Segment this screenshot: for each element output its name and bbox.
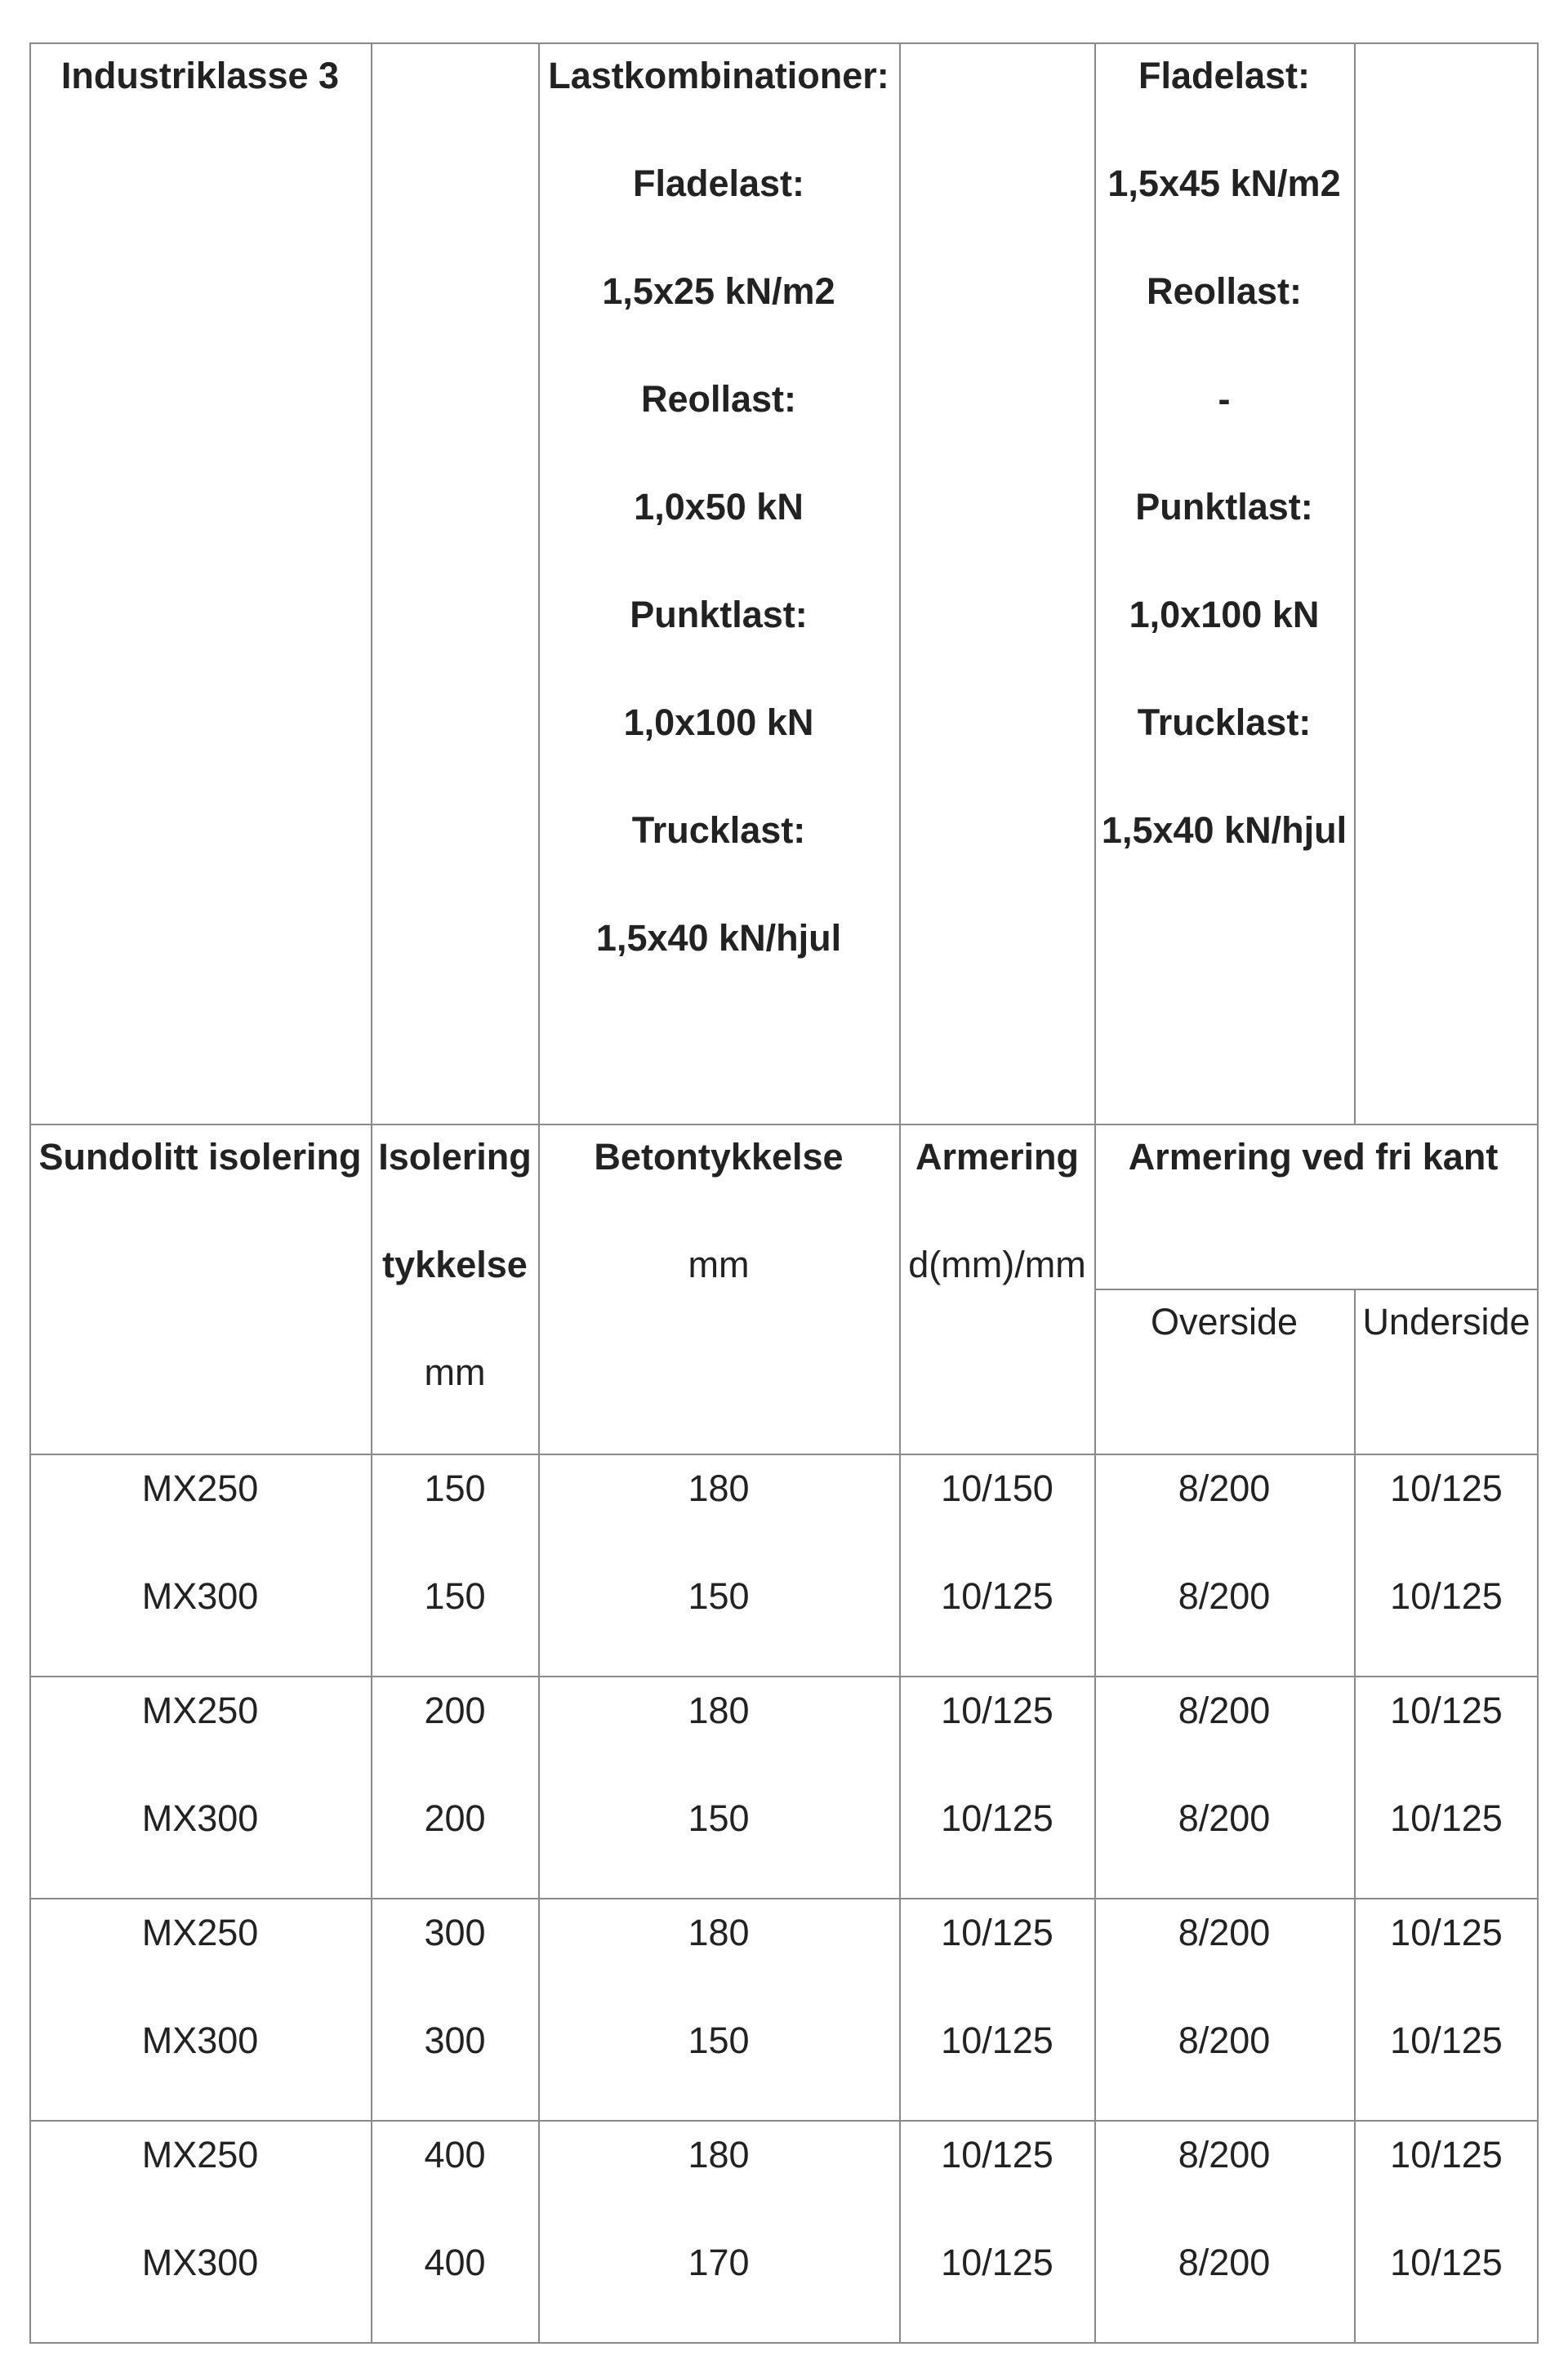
cell-product: MX300 (141, 2020, 259, 2061)
combo2-line: Fladelast: (1138, 55, 1311, 96)
combo2-line: 1,0x100 kN (1129, 594, 1320, 635)
combo2-line: 1,5x40 kN/hjul (1101, 809, 1348, 851)
cell-concrete: 180 (688, 1690, 750, 1731)
cell-concrete: 150 (688, 2020, 750, 2061)
column-header-insulation: Sundolitt isolering (38, 1136, 362, 1178)
cell-reinforcement: 10/125 (941, 2020, 1054, 2061)
cell-product: MX250 (141, 1912, 259, 1953)
column-header-thickness: tykkelse (382, 1244, 528, 1285)
cell-reinforcement: 10/150 (941, 1467, 1054, 1509)
cell-thickness: 300 (424, 2020, 486, 2061)
cell-concrete: 150 (688, 1575, 750, 1617)
combo1-line: 1,5x25 kN/m2 (602, 270, 835, 312)
cell-top: 8/200 (1178, 2242, 1271, 2283)
cell-bottom: 10/125 (1390, 2134, 1503, 2175)
cell-reinforcement: 10/125 (941, 1912, 1054, 1953)
cell-thickness: 150 (424, 1467, 486, 1509)
cell-top: 8/200 (1178, 1690, 1271, 1731)
cell-thickness: 150 (424, 1575, 486, 1617)
cell-top: 8/200 (1178, 1797, 1271, 1839)
column-header-concrete-unit: mm (688, 1244, 750, 1285)
grid-line (1354, 1289, 1356, 2344)
cell-bottom: 10/125 (1390, 1690, 1503, 1731)
grid-line (29, 1124, 1539, 1125)
cell-bottom: 10/125 (1390, 1797, 1503, 1839)
cell-reinforcement: 10/125 (941, 1690, 1054, 1731)
column-header-top-side: Overside (1150, 1301, 1298, 1343)
grid-line (1094, 42, 1096, 2344)
cell-bottom: 10/125 (1390, 1912, 1503, 1953)
column-header-edge-reinforcement: Armering ved fri kant (1128, 1136, 1499, 1178)
combo1-line: Trucklast: (631, 809, 806, 851)
combo1-line: 1,5x40 kN/hjul (595, 917, 842, 959)
cell-thickness: 400 (424, 2242, 486, 2283)
cell-thickness: 200 (424, 1797, 486, 1839)
combo2-line: - (1218, 378, 1231, 420)
combo1-line: 1,0x100 kN (623, 701, 814, 743)
combo2-line: Trucklast: (1137, 701, 1312, 743)
cell-concrete: 180 (688, 1467, 750, 1509)
cell-reinforcement: 10/125 (941, 1797, 1054, 1839)
cell-reinforcement: 10/125 (941, 2134, 1054, 2175)
cell-reinforcement: 10/125 (941, 2242, 1054, 2283)
load-combinations-title: Lastkombinationer: (548, 55, 889, 96)
column-header-thickness-unit: mm (424, 1352, 486, 1393)
cell-bottom: 10/125 (1390, 1575, 1503, 1617)
combo2-line: Punktlast: (1135, 486, 1313, 528)
grid-line (29, 1676, 1539, 1677)
cell-thickness: 400 (424, 2134, 486, 2175)
grid-line (1354, 42, 1356, 1124)
combo2-line: 1,5x45 kN/m2 (1107, 163, 1341, 204)
combo1-line: Punktlast: (630, 594, 808, 635)
cell-reinforcement: 10/125 (941, 1575, 1054, 1617)
column-header-bottom-side: Underside (1362, 1301, 1530, 1343)
cell-product: MX250 (141, 1690, 259, 1731)
cell-product: MX300 (141, 1575, 259, 1617)
combo1-line: Fladelast: (632, 163, 805, 204)
cell-top: 8/200 (1178, 1912, 1271, 1953)
column-header-reinforcement-unit: d(mm)/mm (908, 1244, 1086, 1285)
column-header-concrete: Betontykkelse (594, 1136, 844, 1178)
cell-top: 8/200 (1178, 2134, 1271, 2175)
industry-class-title: Industriklasse 3 (60, 55, 340, 96)
cell-concrete: 170 (688, 2242, 750, 2283)
cell-bottom: 10/125 (1390, 2242, 1503, 2283)
cell-concrete: 180 (688, 1912, 750, 1953)
cell-thickness: 300 (424, 1912, 486, 1953)
cell-product: MX250 (141, 1467, 259, 1509)
grid-line (29, 1454, 1539, 1455)
column-header-reinforcement: Armering (915, 1136, 1080, 1178)
cell-product: MX300 (141, 2242, 259, 2283)
combo2-line: Reollast: (1146, 270, 1303, 312)
cell-concrete: 150 (688, 1797, 750, 1839)
cell-top: 8/200 (1178, 1575, 1271, 1617)
cell-thickness: 200 (424, 1690, 486, 1731)
grid-line (371, 42, 372, 2344)
cell-concrete: 180 (688, 2134, 750, 2175)
column-header-thickness: Isolering (378, 1136, 532, 1178)
grid-line (899, 42, 901, 2344)
grid-line (29, 1898, 1539, 1899)
cell-bottom: 10/125 (1390, 1467, 1503, 1509)
combo1-line: 1,0x50 kN (634, 486, 804, 528)
cell-top: 8/200 (1178, 2020, 1271, 2061)
grid-line (1094, 1289, 1539, 1290)
cell-product: MX250 (141, 2134, 259, 2175)
cell-product: MX300 (141, 1797, 259, 1839)
grid-line (29, 2120, 1539, 2122)
cell-bottom: 10/125 (1390, 2020, 1503, 2061)
grid-line (538, 42, 540, 2344)
cell-top: 8/200 (1178, 1467, 1271, 1509)
combo1-line: Reollast: (640, 378, 797, 420)
